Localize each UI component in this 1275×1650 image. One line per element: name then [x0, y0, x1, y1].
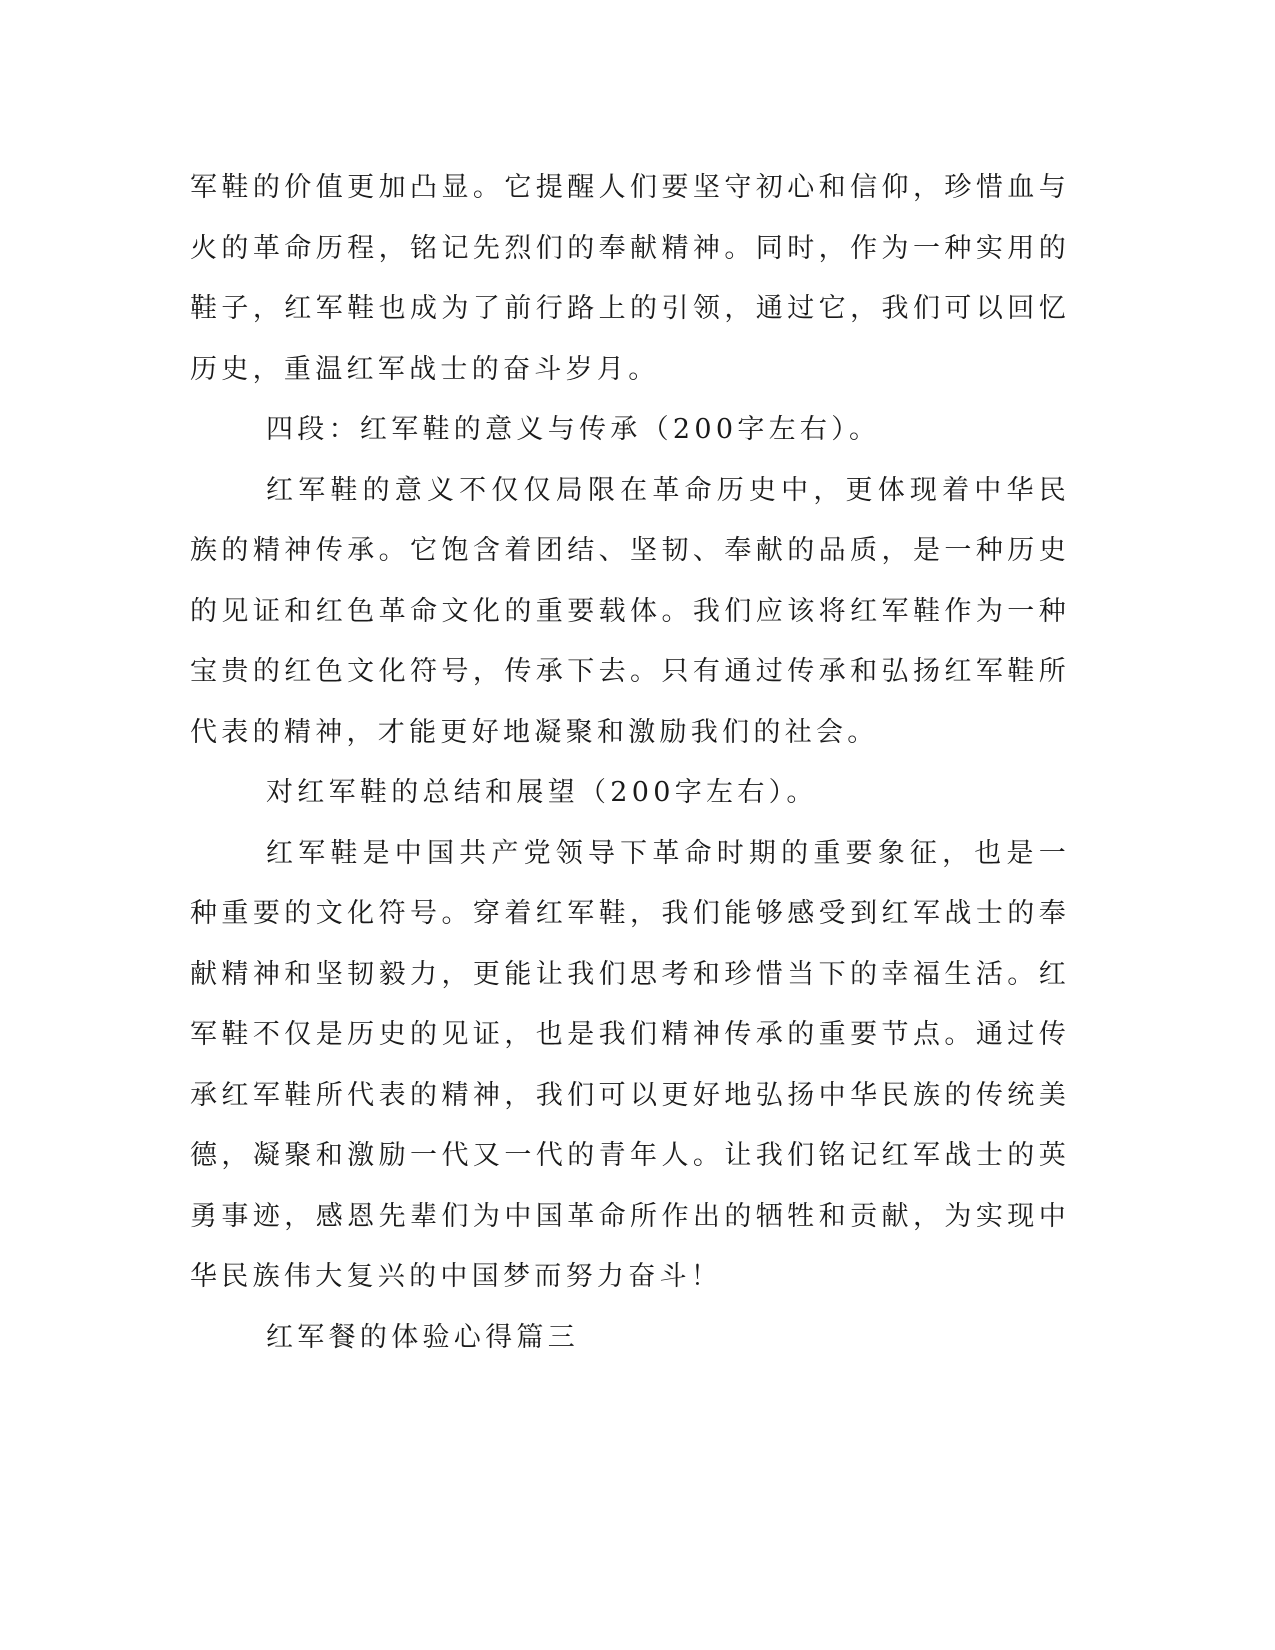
paragraph-continuation: 军鞋的价值更加凸显。它提醒人们要坚守初心和信仰，珍惜血与火的革命历程，铭记先烈们的奉献精神。同时，作为一种实用的鞋子，红军鞋也成为了前行路上的引领，通过它，我们可以回忆历史，重温红军战士的奋斗岁月。 — [190, 172, 1070, 385]
document-body — [190, 158, 1070, 1368]
paragraph-summary-outlook: 红军鞋是中国共产党领导下革命时期的重要象征，也是一种重要的文化符号。穿着红军鞋，我们能够感受到红军战士的奉献精神和坚韧毅力，更能让我们思考和珍惜当下的幸福生活。红军鞋不仅是历史的见证，也是我们精神传承的重要节点。通过传承红军鞋所代表的精神，我们可以更好地弘扬中华民族的传统美德，凝聚和激励一代又一代的青年人。让我们铭记红军战士的英勇事迹，感恩先辈们为中国革命所作出的牺牲和贡献，为实现中华民族伟大复兴的中国梦而努力奋斗！ — [190, 837, 1070, 1292]
section-heading-four: 四段：红军鞋的意义与传承（200字左右）。 — [266, 414, 881, 445]
article-title-part-three: 红军餐的体验心得篇三 — [266, 1321, 579, 1353]
paragraph-meaning-inheritance: 红军鞋的意义不仅仅局限在革命历史中，更体现着中华民族的精神传承。它饱含着团结、坚韧、奉献的品质，是一种历史的见证和红色革命文化的重要载体。我们应该将红军鞋作为一种宝贵的红色文化符号，传承下去。只有通过传承和弘扬红军鞋所代表的精神，才能更好地凝聚和激励我们的社会。 — [190, 474, 1070, 748]
section-heading-summary: 对红军鞋的总结和展望（200字左右）。 — [266, 777, 818, 808]
